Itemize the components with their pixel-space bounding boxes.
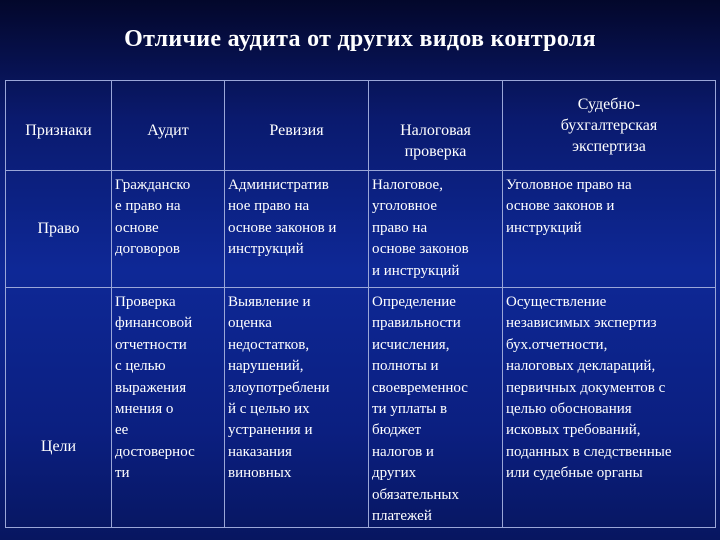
header-revision: Ревизия xyxy=(225,81,369,171)
table-cell: Гражданско е право на основе договоров xyxy=(112,171,225,288)
table-cell: Осуществление независимых экспертиз бух.отчетности, налоговых деклараций, первичных документов с целью обоснования исковых требований, поданных в следственные или судебные органы xyxy=(503,288,716,528)
table-row xyxy=(6,171,716,288)
table-cell: Проверка финансовой отчетности с целью выражения мнения о ее достовернос ти xyxy=(112,288,225,528)
row-label-law: Право xyxy=(6,171,112,288)
header-audit: Аудит xyxy=(112,81,225,171)
table-row xyxy=(6,288,716,528)
row-label-goals: Цели xyxy=(6,288,112,528)
slide-title: Отличие аудита от других видов контроля xyxy=(124,26,596,52)
table-cell: Уголовное право на основе законов и инструкций xyxy=(503,171,716,288)
table-cell: Налоговое, уголовное право на основе законов и инструкций xyxy=(369,171,503,288)
header-forensic-expertise: Судебно- бухгалтерская экспертиза xyxy=(503,81,716,171)
comparison-table xyxy=(5,80,716,528)
header-criteria: Признаки xyxy=(6,81,112,171)
table-cell: Определение правильности исчисления, полноты и своевременнос ти уплаты в бюджет налогов и других обязательных платежей xyxy=(369,288,503,528)
table-cell: Административ ное право на основе законов и инструкций xyxy=(225,171,369,288)
table-cell: Выявление и оценка недостатков, нарушений, злоупотреблени й с целью их устранения и наказания виновных xyxy=(225,288,369,528)
table-header-row xyxy=(6,81,716,171)
header-tax-inspection: Налоговая проверка xyxy=(369,81,503,171)
